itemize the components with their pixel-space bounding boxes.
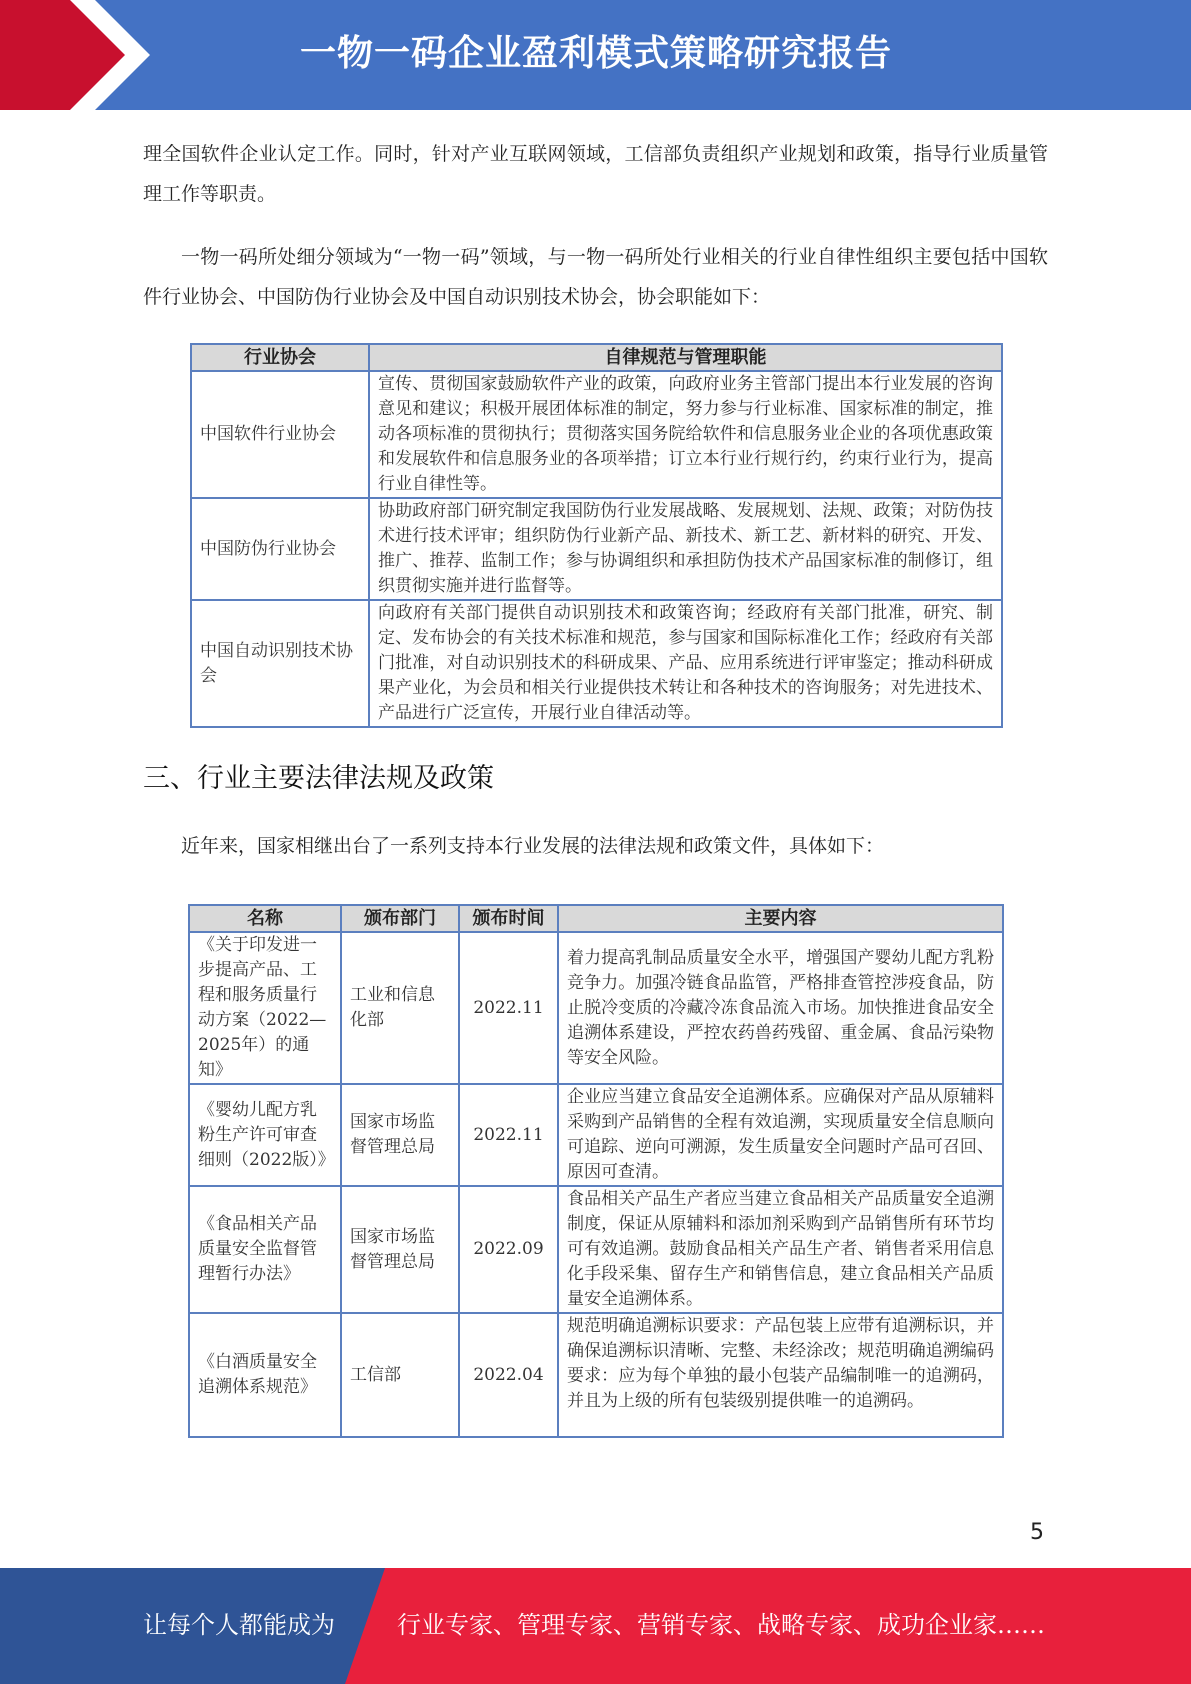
policy-date: 2022.04 — [459, 1313, 558, 1437]
footer-slogan-left: 让每个人都能成为 — [143, 1611, 335, 1639]
table-row — [191, 371, 1002, 498]
policy-department: 工业和信息化部 — [341, 932, 459, 1084]
table-row — [191, 600, 1002, 727]
footer-slogan-right: 行业专家、管理专家、营销专家、战略专家、成功企业家…… — [397, 1611, 1045, 1639]
footer-banner — [0, 1568, 1191, 1684]
header-banner — [0, 0, 1191, 110]
table-header-row — [189, 905, 1003, 932]
policy-department: 国家市场监督管理总局 — [341, 1186, 459, 1313]
report-title: 一物一码企业盈利模式策略研究报告 — [300, 33, 893, 74]
column-header: 颁布时间 — [459, 905, 558, 932]
association-duty: 宣传、贯彻国家鼓励软件产业的政策，向政府业务主管部门提出本行业发展的咨询意见和建议；积极开展团体标准的制定，努力参与行业标准、国家标准的制定，推动各项标准的贯彻执行；贯彻落实国务院给软件和信息服务业企业的各项优惠政策和发展软件和信息服务业的各项举措；订立本行业行规行约，约束行业行为，提高行业自律性等。 — [369, 371, 1002, 498]
table-header-row — [191, 344, 1002, 371]
policy-date: 2022.09 — [459, 1186, 558, 1313]
association-duty: 协助政府部门研究制定我国防伪行业发展战略、发展规划、法规、政策；对防伪技术进行技术评审；组织防伪行业新产品、新技术、新工艺、新材料的研究、开发、推广、推荐、监制工作；参与协调组织和承担防伪技术产品国家标准的制修订，组织贯彻实施并进行监督等。 — [369, 498, 1002, 600]
policy-name: 《婴幼儿配方乳粉生产许可审查细则（2022版）》 — [189, 1084, 341, 1186]
column-header: 主要内容 — [558, 905, 1003, 932]
policy-content: 规范明确追溯标识要求：产品包装上应带有追溯标识，并确保追溯标识清晰、完整、未经涂改；规范明确追溯编码要求：应为每个单独的最小包装产品编制唯一的追溯码，并且为上级的所有包装级别提供唯一的追溯码。 — [558, 1313, 1003, 1437]
policy-name: 《白酒质量安全追溯体系规范》 — [189, 1313, 341, 1437]
column-header: 行业协会 — [191, 344, 369, 371]
policy-date: 2022.11 — [459, 1084, 558, 1186]
policy-content: 食品相关产品生产者应当建立食品相关产品质量安全追溯制度，保证从原辅料和添加剂采购到产品销售所有环节均可有效追溯。鼓励食品相关产品生产者、销售者采用信息化手段采集、留存生产和销售信息，建立食品相关产品质量安全追溯体系。 — [558, 1186, 1003, 1313]
section-heading: 三、行业主要法律法规及政策 — [143, 763, 494, 794]
association-name: 中国自动识别技术协会 — [191, 600, 369, 727]
column-header: 自律规范与管理职能 — [369, 344, 1002, 371]
policy-content: 企业应当建立食品安全追溯体系。应确保对产品从原辅料采购到产品销售的全程有效追溯，实现质量安全信息顺向可追踪、逆向可溯源，发生质量安全问题时产品可召回、原因可查清。 — [558, 1084, 1003, 1186]
policy-content: 着力提高乳制品质量安全水平，增强国产婴幼儿配方乳粉竞争力。加强冷链食品监管，严格排查管控涉疫食品，防止脱冷变质的冷藏冷冻食品流入市场。加快推进食品安全追溯体系建设，严控农药兽药残留、重金属、食品污染物等安全风险。 — [558, 932, 1003, 1084]
policy-department: 工信部 — [341, 1313, 459, 1437]
policy-name: 《关于印发进一步提高产品、工程和服务质量行动方案（2022—2025年）的通知》 — [189, 932, 341, 1084]
table-row — [189, 1084, 1003, 1186]
paragraph-policies: 近年来，国家相继出台了一系列支持本行业发展的法律法规和政策文件，具体如下： — [181, 835, 885, 857]
paragraph-associations: 一物一码所处细分领域为“一物一码”领域，与一物一码所处行业相关的行业自律性组织主要包括中国软件行业协会、中国防伪行业协会及中国自动识别技术协会，协会职能如下： — [143, 246, 1048, 308]
column-header: 颁布部门 — [341, 905, 459, 932]
policy-name: 《食品相关产品质量安全监督管理暂行办法》 — [189, 1186, 341, 1313]
table-row — [191, 498, 1002, 600]
association-name: 中国软件行业协会 — [191, 371, 369, 498]
association-name: 中国防伪行业协会 — [191, 498, 369, 600]
table-row — [189, 1313, 1003, 1437]
association-duty: 向政府有关部门提供自动识别技术和政策咨询；经政府有关部门批准，研究、制定、发布协会的有关技术标准和规范，参与国家和国际标准化工作；经政府有关部门批准，对自动识别技术的科研成果、产品、应用系统进行评审鉴定；推动科研成果产业化，为会员和相关行业提供技术转让和各种技术的咨询服务；对先进技术、产品进行广泛宣传，开展行业自律活动等。 — [369, 600, 1002, 727]
table-row — [189, 1186, 1003, 1313]
table-row — [189, 932, 1003, 1084]
page-number: 5 — [1030, 1520, 1044, 1545]
policy-date: 2022.11 — [459, 932, 558, 1084]
column-header: 名称 — [189, 905, 341, 932]
policy-table — [188, 904, 1004, 1438]
paragraph-intro: 理全国软件企业认定工作。同时，针对产业互联网领域，工信部负责组织产业规划和政策，指导行业质量管理工作等职责。 — [143, 143, 1048, 205]
association-table — [190, 343, 1003, 728]
policy-department: 国家市场监督管理总局 — [341, 1084, 459, 1186]
